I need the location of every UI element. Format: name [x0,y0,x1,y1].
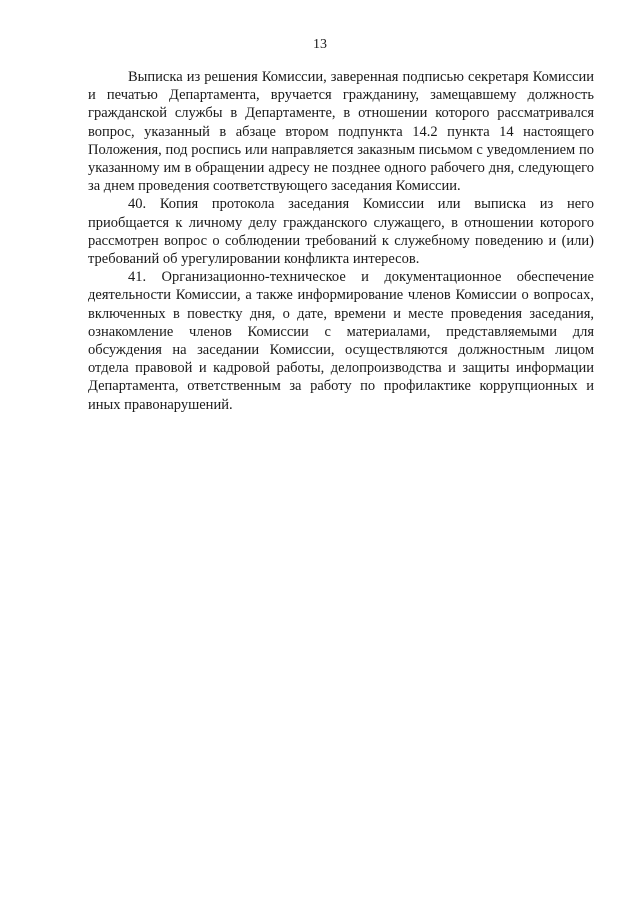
paragraph-extract-delivery: Выписка из решения Комиссии, заверенная подписью секретаря Комиссии и печатью Департамента, вручается гражданину, замещавшему должность гражданской службы в Департаменте, в отношении которого рассматривался вопрос, указанный в абзаце втором подпункта 14.2 пункта 14 настоящего Положения, под роспись или направляется заказным письмом с уведомлением по указанному им в обращении адресу не позднее одного рабочего дня, следующего за днем проведения соответствующего заседания Комиссии. [88,69,594,195]
paragraph-40: 40. Копия протокола заседания Комиссии или выписка из него приобщается к личному делу гражданского служащего, в отношении которого рассмотрен вопрос о соблюдении требований к служебному поведению и (или) требований об урегулировании конфликта интересов. [88,196,594,268]
page-number: 13 [313,37,327,52]
document-body [88,68,594,414]
paragraph-41: 41. Организационно-техническое и документационное обеспечение деятельности Комиссии, а также информирование членов Комиссии о вопросах, включенных в повестку дня, о дате, времени и месте проведения заседания, ознакомление членов Комиссии с материалами, представляемыми для обсуждения на заседании Комиссии, осуществляются должностным лицом отдела правовой и кадровой работы, делопроизводства и защиты информации Департамента, ответственным за работу по профилактике коррупционных и иных правонарушений. [88,269,594,413]
